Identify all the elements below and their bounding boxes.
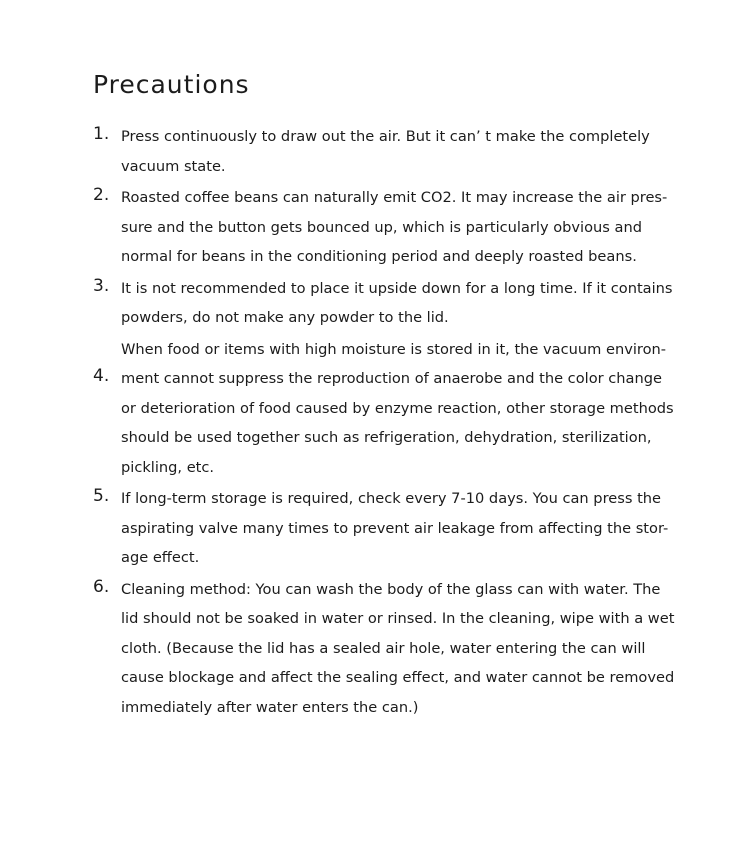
- item-line: lid should not be soaked in water or rinsed. In the cleaning, wipe with a wet: [121, 610, 675, 627]
- item-line: pickling, etc.: [121, 458, 215, 476]
- item-line: should be used together such as refrigeration, dehydration, sterilization,: [121, 429, 652, 446]
- list-item: [93, 573, 733, 723]
- item-text: [121, 272, 733, 333]
- precautions-list: [93, 120, 733, 722]
- item-line: ment cannot suppress the reproduction of anaerobe and the color change: [121, 370, 662, 387]
- item-line: Cleaning method: You can wash the body of the glass can with water. The: [121, 580, 661, 598]
- item-text: [121, 181, 733, 272]
- item-line: Press continuously to draw out the air. But it can’ t make the completely: [121, 128, 650, 145]
- item-line: vacuum state.: [121, 157, 226, 175]
- item-line: cloth. (Because the lid has a sealed air hole, water entering the can will: [121, 639, 646, 657]
- item-line: Roasted coffee beans can naturally emit CO2. It may increase the air pres-: [121, 189, 668, 206]
- list-item: [93, 120, 733, 181]
- item-line: age effect.: [121, 549, 200, 566]
- list-item: [93, 333, 733, 483]
- item-line: or deterioration of food caused by enzyme reaction, other storage methods: [121, 399, 674, 417]
- item-number: 3.: [93, 275, 110, 296]
- item-text: [121, 482, 733, 573]
- item-number: 5.: [93, 486, 110, 506]
- item-number: 2.: [93, 185, 110, 205]
- item-line: normal for beans in the conditioning period and deeply roasted beans.: [121, 248, 637, 265]
- item-text: [121, 333, 733, 483]
- list-item: [93, 181, 733, 272]
- item-line: aspirating valve many times to prevent air leakage from affecting the stor-: [121, 519, 669, 537]
- item-text: [121, 120, 733, 181]
- list-item: [93, 482, 733, 573]
- page-title: Precautions: [93, 70, 250, 99]
- item-line: sure and the button gets bounced up, which is particularly obvious and: [121, 218, 642, 236]
- item-number: 4.: [93, 366, 110, 386]
- item-number: 6.: [93, 576, 110, 597]
- item-line: When food or items with high moisture is stored in it, the vacuum environ-: [121, 340, 667, 358]
- list-item: [93, 272, 733, 333]
- item-line: powders, do not make any powder to the lid.: [121, 309, 449, 326]
- item-line: It is not recommended to place it upside down for a long time. If it contains: [121, 279, 673, 297]
- item-line: cause blockage and affect the sealing effect, and water cannot be removed: [121, 669, 675, 686]
- item-line: If long-term storage is required, check every 7-10 days. You can press the: [121, 490, 662, 507]
- item-line: immediately after water enters the can.): [121, 698, 419, 716]
- item-text: [121, 573, 733, 723]
- item-number: 1.: [93, 124, 110, 144]
